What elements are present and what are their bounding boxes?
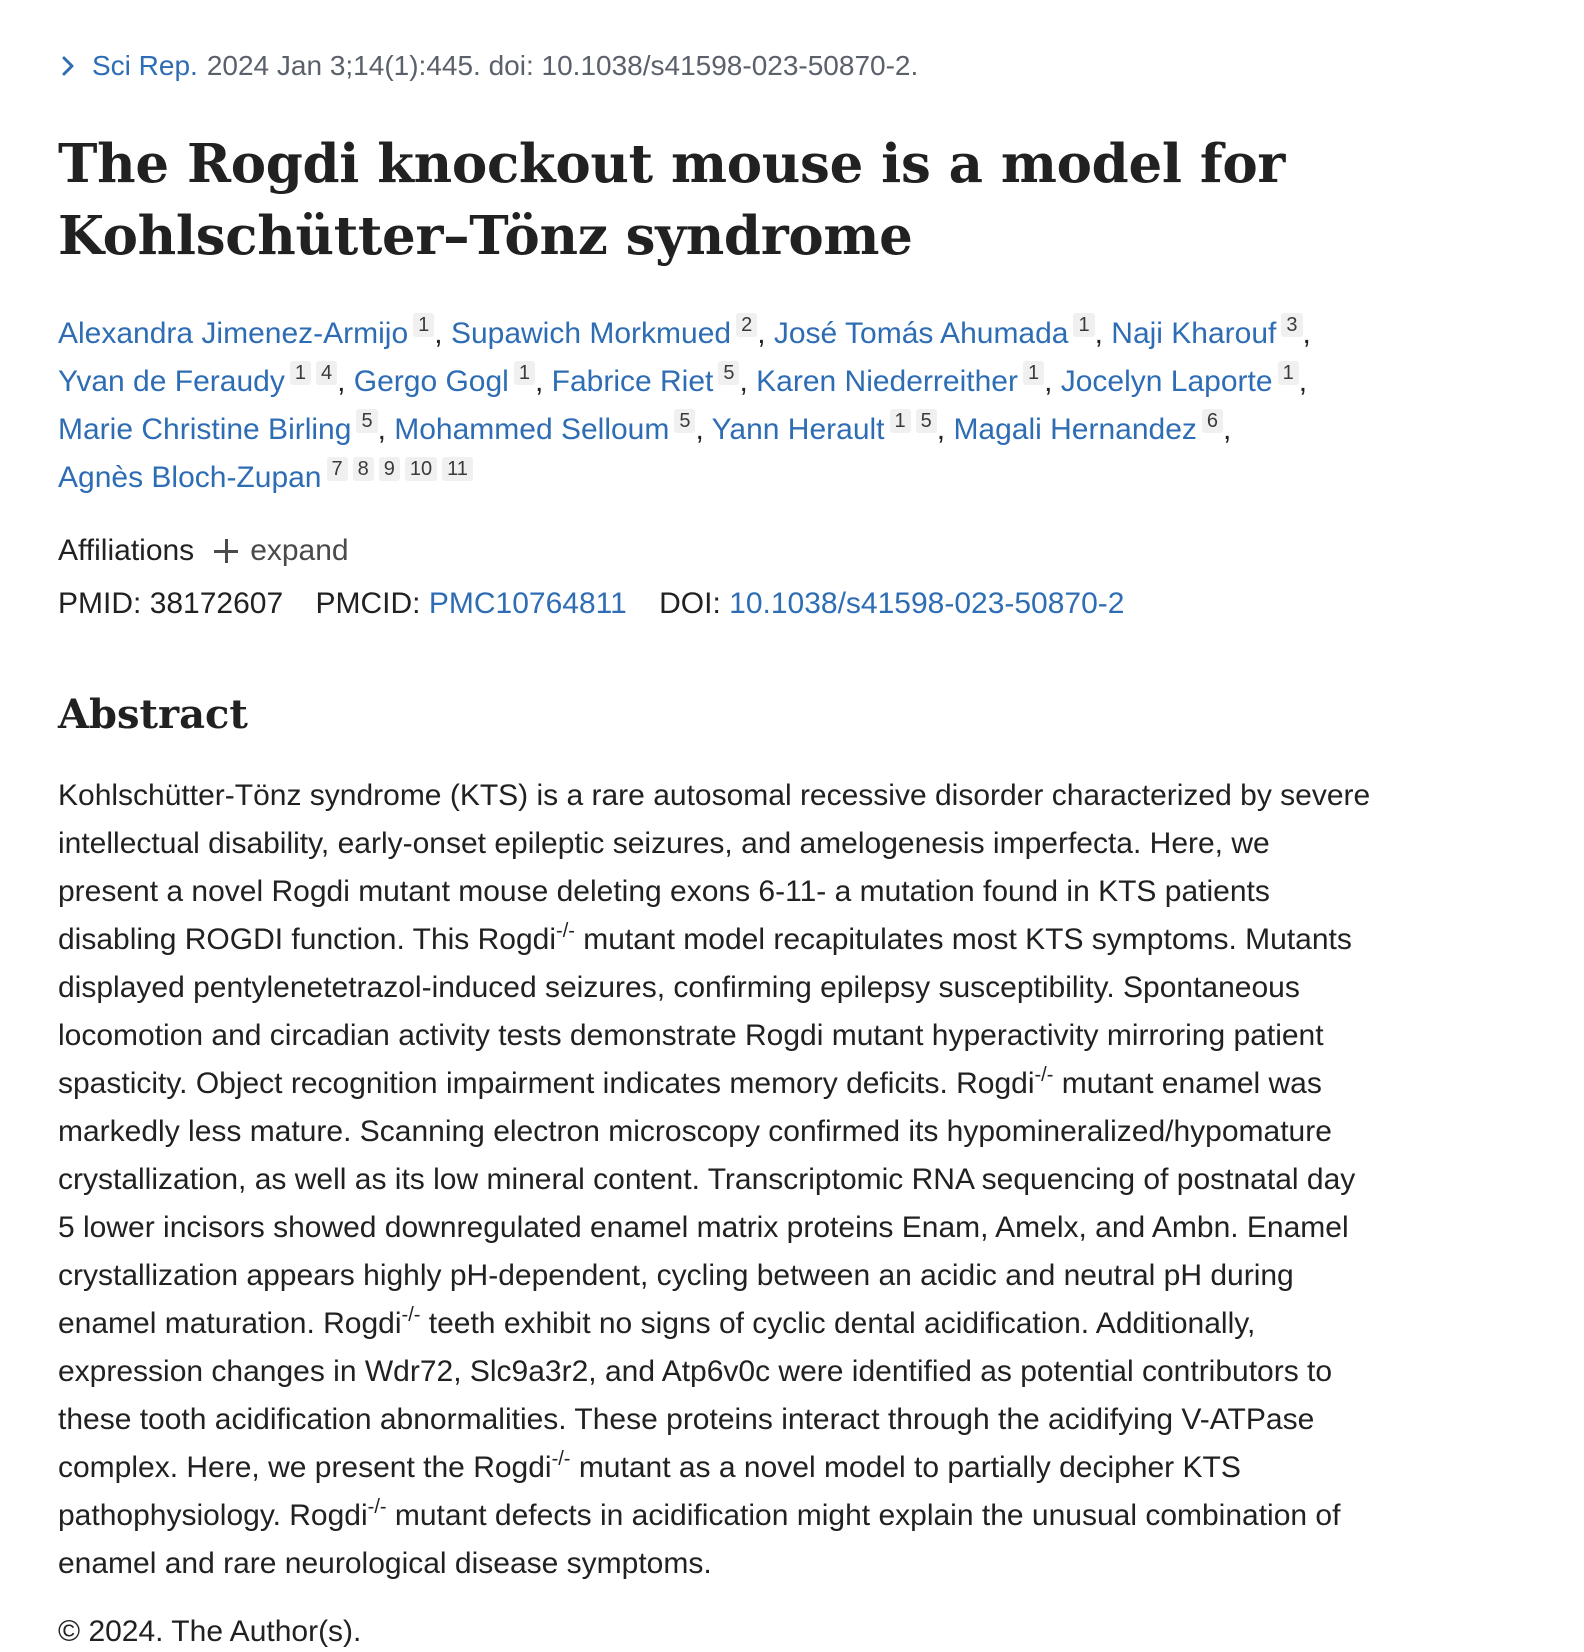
abstract-line <box>58 1396 1498 1444</box>
abstract-line <box>58 820 1498 868</box>
abstract-text-segment: these tooth acidification abnormalities. These proteins interact through the acidifying V-ATPase <box>58 1403 1315 1436</box>
abstract-line <box>58 1540 1498 1588</box>
author-separator: , <box>337 365 354 398</box>
identifiers-row <box>58 586 1148 622</box>
abstract-text-segment: 5 lower incisors showed downregulated enamel matrix proteins Enam, Amelx, and Ambn. Enamel <box>58 1211 1349 1244</box>
author-separator: , <box>1223 413 1232 446</box>
affiliation-number-badge[interactable]: 7 <box>327 457 348 481</box>
author-line <box>58 406 1498 454</box>
abstract-text-segment: pathophysiology. Rogdi <box>58 1499 368 1532</box>
author-link[interactable]: Karen Niederreither <box>756 365 1018 398</box>
genotype-superscript: -/- <box>551 1448 571 1470</box>
abstract-line <box>58 868 1498 916</box>
affiliations-row <box>58 533 349 569</box>
genotype-superscript: -/- <box>401 1304 421 1326</box>
abstract-text-segment: enamel and rare neurological disease symptoms. <box>58 1547 712 1580</box>
abstract-text-segment: expression changes in Wdr72, Slc9a3r2, and Atp6v0c were identified as potential contributors to <box>58 1355 1333 1388</box>
author-link[interactable]: Marie Christine Birling <box>58 413 352 446</box>
abstract-line <box>58 1204 1498 1252</box>
affiliation-number-badge[interactable]: 5 <box>356 409 377 433</box>
abstract-text-segment: complex. Here, we present the Rogdi <box>58 1451 552 1484</box>
author-separator: , <box>1298 365 1308 398</box>
author-link[interactable]: Yvan de Feraudy <box>58 365 285 398</box>
author-separator: , <box>534 365 552 398</box>
abstract-line <box>58 1492 1498 1540</box>
author-link[interactable]: Naji Kharouf <box>1111 317 1277 350</box>
affiliation-number-badge[interactable]: 5 <box>718 361 739 385</box>
affiliation-number-badge[interactable]: 3 <box>1281 313 1302 337</box>
abstract-text-segment: spasticity. Object recognition impairment indicates memory deficits. Rogdi <box>58 1067 1035 1100</box>
genotype-superscript: -/- <box>367 1496 387 1518</box>
abstract-text-segment: crystallization, as well as its low mineral content. Transcriptomic RNA sequencing of postnatal day <box>58 1163 1356 1196</box>
affiliation-number-badge[interactable]: 5 <box>674 409 695 433</box>
author-separator: , <box>1044 365 1061 398</box>
abstract-text-segment: mutant as a novel model to partially decipher KTS <box>570 1451 1241 1484</box>
abstract-line <box>58 916 1498 964</box>
abstract-text-segment: displayed pentylenetetrazol-induced seizures, confirming epilepsy susceptibility. Spontaneous <box>58 971 1300 1004</box>
author-link[interactable]: Jocelyn Laporte <box>1060 365 1273 398</box>
pmcid-group <box>316 587 636 620</box>
affiliation-number-badge[interactable]: 8 <box>353 457 374 481</box>
doi-group <box>659 587 1124 620</box>
affiliations-expand-button[interactable] <box>214 533 348 569</box>
abstract-line <box>58 1156 1498 1204</box>
abstract-line <box>58 1060 1498 1108</box>
abstract-line <box>58 1300 1498 1348</box>
abstract-line <box>58 1108 1498 1156</box>
citation-line <box>58 50 918 82</box>
author-separator: , <box>1094 317 1112 350</box>
author-link[interactable]: Supawich Morkmued <box>450 317 732 350</box>
pmid-group <box>58 587 292 620</box>
affiliation-number-badge[interactable]: 11 <box>442 457 473 481</box>
abstract-text-segment: Kohlschütter-Tönz syndrome (KTS) is a rare autosomal recessive disorder characterized by severe <box>58 779 1371 812</box>
author-separator: , <box>936 413 954 446</box>
author-link[interactable]: Mohammed Selloum <box>394 413 670 446</box>
abstract-line <box>58 1252 1498 1300</box>
author-separator: , <box>739 365 757 398</box>
abstract-text-segment: present a novel Rogdi mutant mouse deleting exons 6-11- a mutation found in KTS patients <box>58 875 1270 908</box>
abstract-text-segment: mutant model recapitulates most KTS symptoms. Mutants <box>574 923 1352 956</box>
abstract-text-segment: disabling ROGDI function. This Rogdi <box>58 923 557 956</box>
article-title <box>58 128 1358 272</box>
affiliation-number-badge[interactable]: 10 <box>405 457 437 481</box>
abstract-text-segment: enamel maturation. Rogdi <box>58 1307 402 1340</box>
affiliation-number-badge[interactable]: 1 <box>290 361 311 385</box>
author-list <box>58 310 1498 502</box>
affiliation-number-badge[interactable]: 1 <box>514 361 535 385</box>
genotype-superscript: -/- <box>556 920 575 942</box>
author-separator: , <box>1302 317 1311 350</box>
affiliation-number-badge[interactable]: 6 <box>1202 409 1223 433</box>
author-link[interactable]: Alexandra Jimenez-Armijo <box>58 317 409 350</box>
author-line <box>58 310 1498 358</box>
abstract-body <box>58 772 1498 1588</box>
author-link[interactable]: Magali Hernandez <box>953 413 1197 446</box>
abstract-line <box>58 964 1498 1012</box>
abstract-line <box>58 772 1498 820</box>
abstract-line <box>58 1444 1498 1492</box>
affiliation-number-badge[interactable]: 1 <box>1073 313 1094 337</box>
pmid-label: PMID: <box>58 587 142 620</box>
affiliation-number-badge[interactable]: 1 <box>1278 361 1299 385</box>
affiliations-label: Affiliations <box>58 534 195 567</box>
chevron-right-icon[interactable] <box>58 52 78 80</box>
author-separator: , <box>695 413 712 446</box>
copyright-notice: © 2024. The Author(s). <box>58 1615 362 1648</box>
abstract-line <box>58 1012 1498 1060</box>
pmcid-label: PMCID: <box>315 587 421 620</box>
journal-link[interactable]: Sci Rep. <box>92 50 198 81</box>
affiliation-number-badge[interactable]: 5 <box>916 409 937 433</box>
affiliation-number-badge[interactable]: 9 <box>379 457 400 481</box>
title-line: The Rogdi knockout mouse is a model for <box>58 133 1286 195</box>
abstract-text-segment: mutant enamel was <box>1053 1067 1322 1100</box>
author-line <box>58 454 1498 502</box>
doi-link[interactable]: 10.1038/s41598-023-50870-2 <box>729 587 1125 620</box>
doi-label: DOI: <box>659 587 721 620</box>
author-separator: , <box>377 413 395 446</box>
expand-label: expand <box>250 534 349 567</box>
abstract-text-segment: markedly less mature. Scanning electron microscopy confirmed its hypomineralized/hypomature <box>58 1115 1332 1148</box>
abstract-text-segment: intellectual disability, early-onset epileptic seizures, and amelogenesis imperfecta. Here, we <box>58 827 1270 860</box>
affiliation-number-badge[interactable]: 4 <box>316 361 337 385</box>
author-link[interactable]: Gergo Gogl <box>353 365 509 398</box>
pmid-value: 38172607 <box>149 587 284 620</box>
abstract-heading: Abstract <box>58 691 248 738</box>
author-link[interactable]: Fabrice Riet <box>551 365 714 398</box>
affiliation-number-badge[interactable]: 1 <box>413 313 434 337</box>
genotype-superscript: -/- <box>1034 1064 1054 1086</box>
author-link[interactable]: Yann Herault <box>711 413 885 446</box>
abstract-line <box>58 1348 1498 1396</box>
plus-icon <box>214 539 238 563</box>
author-separator: , <box>757 317 774 350</box>
title-line: Kohlschütter–Tönz syndrome <box>58 205 913 267</box>
author-line <box>58 358 1498 406</box>
abstract-text-segment: mutant defects in acidification might explain the unusual combination of <box>386 1499 1341 1532</box>
pmcid-link[interactable]: PMC10764811 <box>428 587 627 620</box>
abstract-text-segment: teeth exhibit no signs of cyclic dental acidification. Additionally, <box>420 1307 1256 1340</box>
affiliation-number-badge[interactable]: 2 <box>736 313 757 337</box>
author-link[interactable]: José Tomás Ahumada <box>773 317 1069 350</box>
author-link[interactable]: Agnès Bloch-Zupan <box>58 461 322 494</box>
abstract-text-segment: locomotion and circadian activity tests demonstrate Rogdi mutant hyperactivity mirroring patient <box>58 1019 1324 1052</box>
citation-details: 2024 Jan 3;14(1):445. doi: 10.1038/s41598-023-50870-2. <box>206 50 919 81</box>
affiliation-number-badge[interactable]: 1 <box>1023 361 1044 385</box>
abstract-text-segment: crystallization appears highly pH-dependent, cycling between an acidic and neutral pH during <box>58 1259 1294 1292</box>
affiliation-number-badge[interactable]: 1 <box>890 409 911 433</box>
author-separator: , <box>434 317 451 350</box>
